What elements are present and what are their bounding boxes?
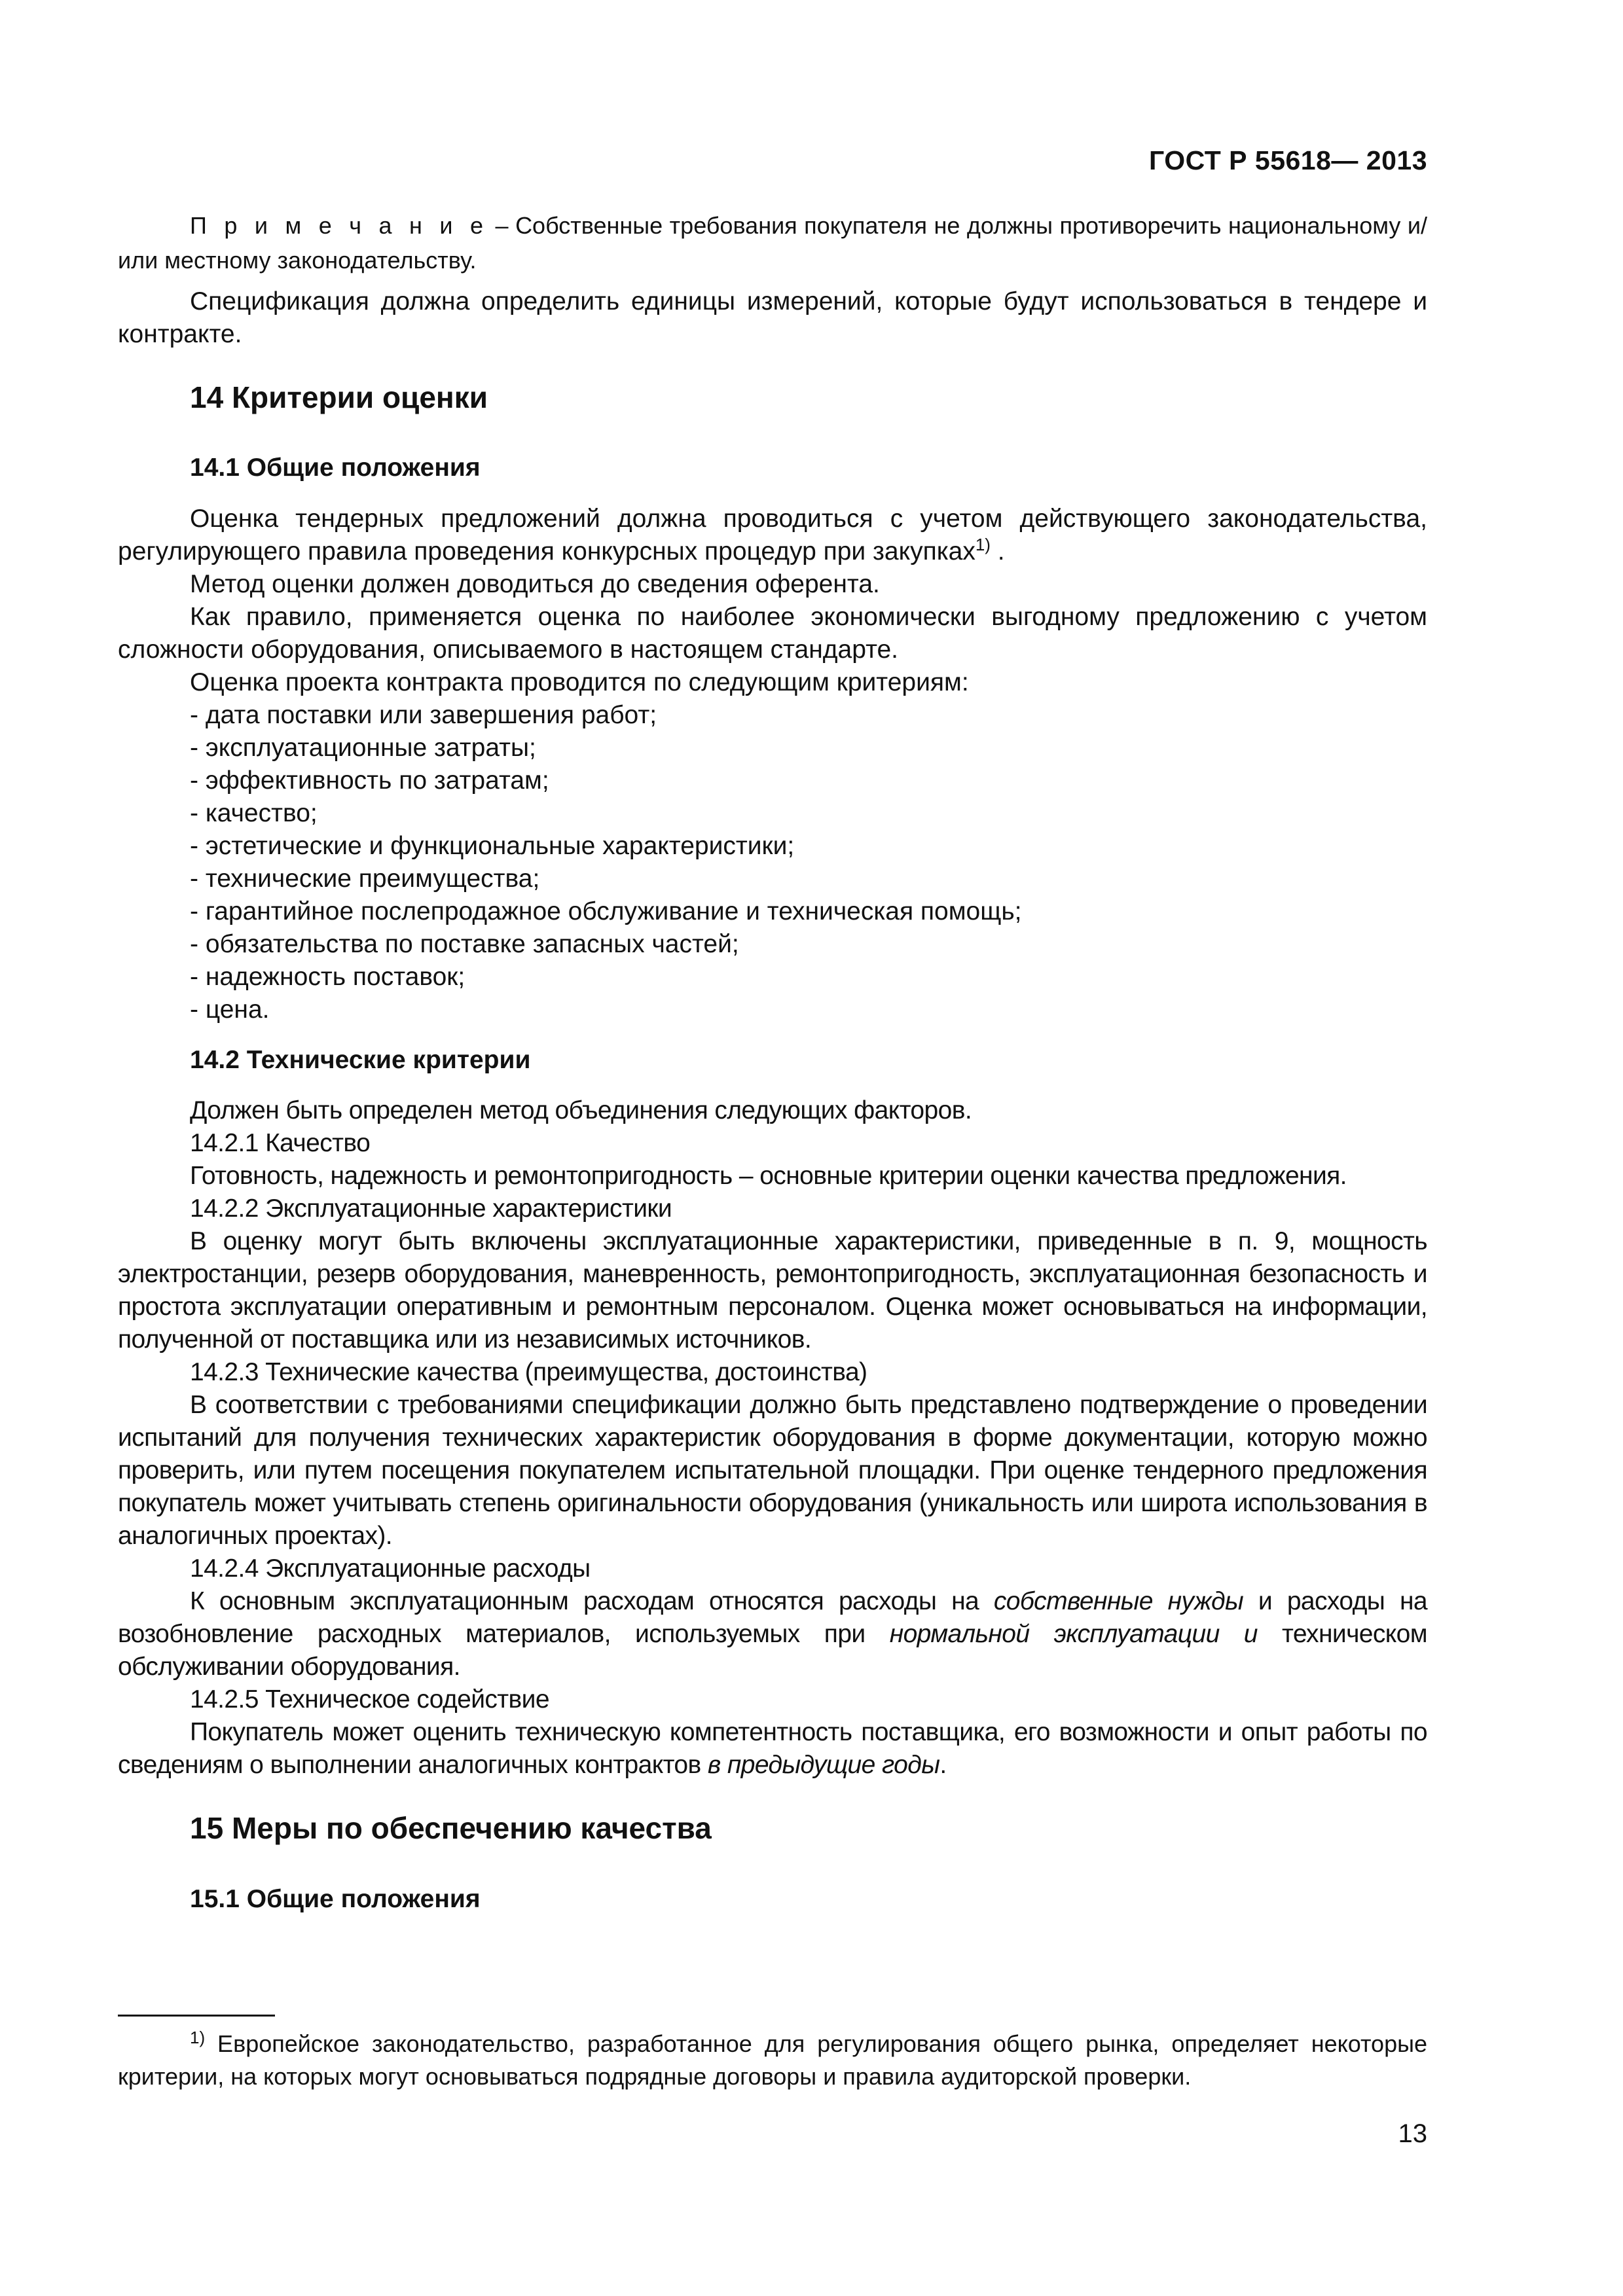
list-item: - цена. [190,996,270,1024]
note-label: П р и м е ч а н и е [190,212,489,239]
list-item: - эстетические и функциональные характеристики; [190,832,795,860]
list-item: - надежность поставок; [190,963,465,991]
paragraph: В оценку могут быть включены эксплуатационные характеристики, приведенные в п. 9, мощность электростанции, резерв оборудования, маневренность, ремонтопригодность, эксплуатационная безопасность и простота эксплуатации оперативным и ремонтным персоналом. Оценка может основываться на информации, полученной от поставщика или из независимых источников. [118,1227,1427,1354]
emphasis: собственные нужды [993,1587,1244,1615]
paragraph-text: и расходы на возобновление расходных материалов, используемых при [118,1587,1427,1648]
subsection-title: 14.2.1 Качество [190,1129,371,1157]
note-text: – Собственные требования покупателя не должны противоречить национальному и/или местному законодательству. [118,212,1427,274]
emphasis: в предыдущие годы [707,1751,940,1779]
paragraph-text: техническом обслуживании оборудования. [118,1620,1427,1681]
subsection-title: 14.2.2 Эксплуатационные характеристики [190,1194,672,1223]
section-14-1-body [118,503,1427,1026]
paragraph: В соответствии с требованиями спецификации должно быть представлено подтверждение о проведении испытаний для получения технических характеристик оборудования в форме документации, которую можно проверить, или путем посещения покупателем испытательной площадки. При оценке тендерного предложения покупатель может учитывать степень оригинальности оборудования (уникальность или широта использования в аналогичных проектах). [118,1391,1427,1550]
intro-paragraph: Спецификация должна определить единицы измерений, которые будут использоваться в тендере и контракте. [118,287,1427,348]
paragraph-text: Оценка тендерных предложений должна проводиться с учетом действующего законодательства, регулирующего правила проведения конкурсных процедур при закупках [118,505,1427,565]
subsection-title: 14.2.5 Техническое содействие [190,1685,549,1713]
section-14-2-body [118,1094,1427,1782]
intro-paragraph-block [118,285,1427,351]
paragraph-text: . [939,1751,947,1779]
page-number: 13 [1398,2119,1427,2148]
note [118,208,1427,278]
paragraph: Оценка проекта контракта проводится по следующим критериям: [190,668,969,696]
section-15-title: 15 Меры по обеспечению качества [190,1811,712,1845]
list-item: - технические преимущества; [190,865,540,893]
list-item: - дата поставки или завершения работ; [190,701,657,729]
footnote-text: Европейское законодательство, разработанное для регулирования общего рынка, определяет некоторые критерии, на которых могут основываться подрядные договоры и правила аудиторской проверки. [118,2030,1427,2090]
list-item: - эффективность по затратам; [190,766,549,795]
paragraph: Готовность, надежность и ремонтопригодность – основные критерии оценки качества предложения. [190,1162,1347,1190]
paragraph-text: К основным эксплуатационным расходам относятся расходы на [190,1587,994,1615]
footnote [118,2028,1427,2093]
emphasis: нормальной эксплуатации и [889,1620,1258,1648]
standard-code: ГОСТ Р 55618— 2013 [1149,145,1427,175]
subsection-title: 14.2.4 Эксплуатационные расходы [190,1554,591,1583]
footnote-divider [118,2015,275,2017]
paragraph-text: . [990,537,1005,565]
footnote-ref: 1) [975,535,991,554]
list-item: - эксплуатационные затраты; [190,734,536,762]
list-item: - гарантийное послепродажное обслуживание и техническая помощь; [190,897,1022,925]
section-14-title: 14 Критерии оценки [190,380,488,414]
paragraph: Должен быть определен метод объединения следующих факторов. [190,1096,972,1124]
section-15-1-title: 15.1 Общие положения [190,1885,481,1913]
section-14-1-title: 14.1 Общие положения [190,454,481,482]
list-item: - обязательства по поставке запасных частей; [190,930,739,958]
paragraph [118,503,1427,568]
subsection-title: 14.2.3 Технические качества (преимущества, достоинства) [190,1358,867,1386]
footnote-marker: 1) [190,2028,206,2047]
paragraph: Как правило, применяется оценка по наиболее экономически выгодному предложению с учетом сложности оборудования, описываемого в настоящем стандарте. [118,603,1427,664]
paragraph-text: Покупатель может оценить техническую компетентность поставщика, его возможности и опыт работы по сведениям о выполнении аналогичных контрактов [118,1718,1427,1779]
paragraph: Метод оценки должен доводиться до сведения оферента. [190,570,880,598]
list-item: - качество; [190,799,318,827]
paragraph [118,1716,1427,1782]
paragraph [118,1585,1427,1683]
section-14-2-title: 14.2 Технические критерии [190,1046,531,1074]
